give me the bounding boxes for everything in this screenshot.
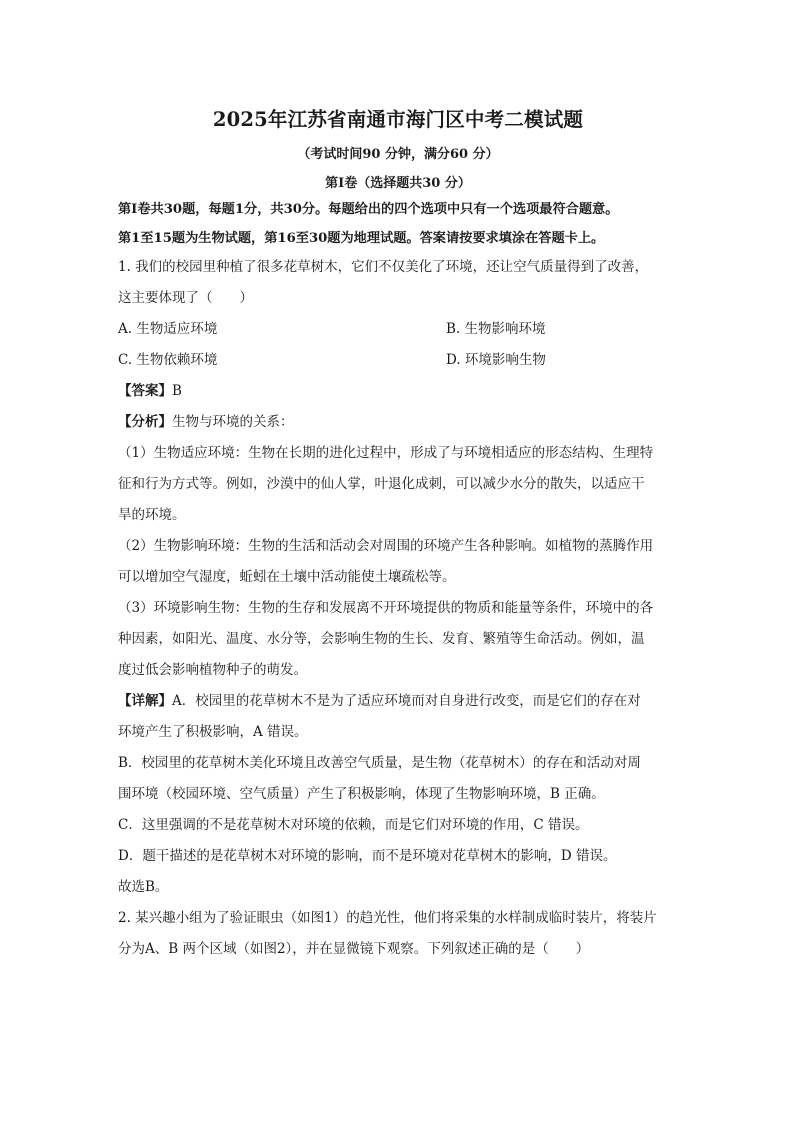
- page-content: [118, 100, 678, 965]
- question-2-stem-line-2: 分为A、B 两个区域（如图2），并在显微镜下观察。下列叙述正确的是（ ）: [118, 941, 590, 957]
- analysis-line-5: 可以增加空气湿度，蚯蚓在土壤中活动能使土壤疏松等。: [118, 569, 456, 585]
- analysis-tag: 【分析】: [118, 414, 172, 430]
- option-d: D. 环境影响生物: [446, 352, 546, 368]
- detail-line-6: D．题干描述的是花草树木对环境的影响，而不是环境对花草树木的影响，D 错误。: [118, 848, 617, 864]
- exam-time-note: （考试时间90 分钟，满分60 分）: [297, 147, 499, 162]
- question-1: [118, 252, 678, 903]
- analysis-line-2: 征和行为方式等。例如，沙漠中的仙人掌，叶退化成刺，可以减少水分的散失，以适应干: [118, 476, 645, 492]
- answer-tag: 【答案】: [118, 383, 172, 399]
- question-1-stem-line-2: 这主要体现了（ ）: [118, 290, 253, 306]
- question-1-options: [118, 314, 678, 376]
- detail-line-5: C．这里强调的不是花草树木对环境的依赖，而是它们对环境的作用，C 错误。: [118, 817, 589, 833]
- detail-line-3: B．校园里的花草树木美化环境且改善空气质量，是生物（花草树木）的存在和活动对周: [118, 755, 641, 771]
- answer-line: [118, 376, 678, 407]
- option-c: C. 生物依赖环境: [118, 352, 218, 368]
- option-a: A. 生物适应环境: [118, 321, 218, 337]
- instruction-line-2: 第1至15题为生物试题，第16至30题为地理试题。答案请按要求填涂在答题卡上。: [118, 231, 605, 246]
- detail-line-7: 故选B。: [118, 879, 169, 895]
- answer-value: B: [172, 383, 182, 399]
- analysis-intro: 生物与环境的关系：: [172, 414, 294, 430]
- question-1-stem-line-1: 1. 我们的校园里种植了很多花草树木，它们不仅美化了环境，还让空气质量得到了改善，: [118, 259, 649, 275]
- detail-text-1: A．校园里的花草树木不是为了适应环境而对自身进行改变，而是它们的存在对: [172, 693, 641, 709]
- analysis-line-6: （3）环境影响生物：生物的生存和发展离不开环境提供的物质和能量等条件，环境中的各: [118, 600, 654, 616]
- instruction-line-1: 第Ⅰ卷共30题，每题1分，共30分。每题给出的四个选项中只有一个选项最符合题意。: [118, 202, 619, 217]
- detail-line-2: 环境产生了积极影响，A 错误。: [118, 724, 308, 740]
- analysis-line-3: 旱的环境。: [118, 507, 186, 523]
- analysis-line-8: 度过低会影响植物种子的萌发。: [118, 662, 307, 678]
- detail-line-4: 围环境（校园环境、空气质量）产生了积极影响，体现了生物影响环境，B 正确。: [118, 786, 605, 802]
- exam-title: 2025年江苏省南通市海门区中考二模试题: [212, 108, 584, 131]
- detail-tag: 【详解】: [118, 693, 172, 709]
- question-2-stem-line-1: 2. 某兴趣小组为了验证眼虫（如图1）的趋光性，他们将采集的水样制成临时装片，将装片: [118, 910, 657, 926]
- analysis-line: [118, 407, 678, 438]
- analysis-line-7: 种因素，如阳光、温度、水分等，会影响生物的生长、发育、繁殖等生命活动。例如，温: [118, 631, 645, 647]
- section-title: 第Ⅰ卷（选择题共30 分）: [325, 176, 471, 191]
- analysis-line-4: （2）生物影响环境：生物的生活和活动会对周围的环境产生各种影响。如植物的蒸腾作用: [118, 538, 654, 554]
- analysis-line-1: （1）生物适应环境：生物在长期的进化过程中，形成了与环境相适应的形态结构、生理特: [118, 445, 654, 461]
- option-b: B. 生物影响环境: [446, 321, 546, 337]
- question-2: [118, 903, 678, 965]
- detail-line-1: [118, 686, 678, 717]
